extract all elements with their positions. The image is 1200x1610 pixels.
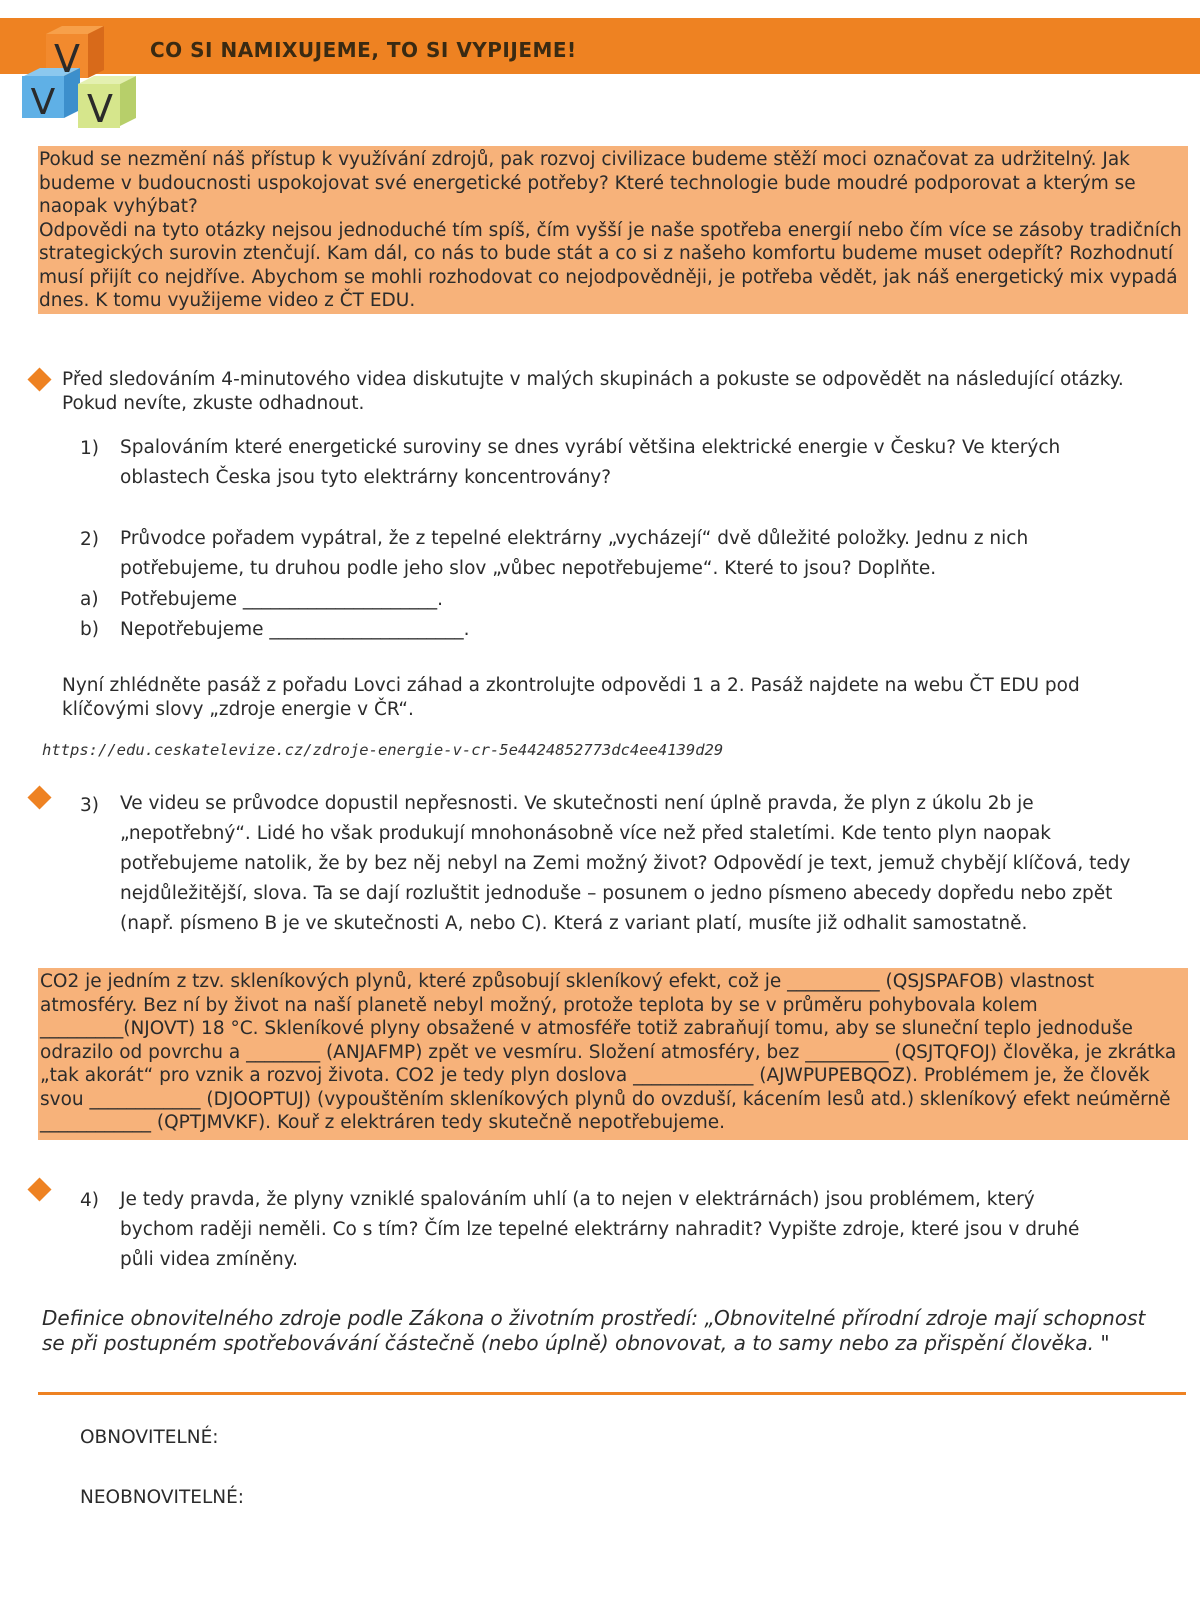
section-divider <box>38 1392 1186 1395</box>
question-3-text: Ve videu se průvodce dopustil nepřesnosti. Ve skutečnosti není úplně pravda, že plyn z úkolu 2b je „nepotřebný“. Lidé ho však produkují mnohonásobně více než před staletími. Kde tento plyn naopak potřebujeme natolik, že by bez něj nebyl na Zemi možný život? Odpovědí je text, jemuž chybějí klíčová, tedy nejdůležitější, slova. Ta se dají rozluštit jednoduše – posunem o jedno písmeno abecedy dopředu nebo zpět (např. písmeno B je ve skutečnosti A, nebo C). Která z variant platí, musíte již odhalit samostatně. <box>120 793 1131 934</box>
answer-a-field[interactable]: Potřebujeme _____________________. <box>120 589 444 610</box>
renewable-definition: Definice obnovitelného zdroje podle Zákona o životním prostředí: „Obnovitelné přírodní zdroje mají schopnost se při postupném spotřebovávání částečně (nebo úplně) obnovovat, a to samy nebo za přispění člověka. " <box>42 1306 1146 1355</box>
nonrenewable-label: NEOBNOVITELNÉ: <box>80 1487 245 1508</box>
question-4-number: 4) <box>80 1190 99 1211</box>
logo-letter-top: V <box>54 37 80 81</box>
bullet-diamond-icon <box>27 785 51 809</box>
logo-letter-left: V <box>30 82 56 123</box>
answer-b-field[interactable]: Nepotřebujeme _____________________. <box>120 619 470 640</box>
intro-paragraph-1: Pokud se nezmění náš přístup k využívání zdrojů, pak rozvoj civilizace budeme stěží moci označovat za udržitelný. Jak budeme v budoucnosti uspokojovat své energetické potřeby? Které technologie bude moudré podporovat a kterým se naopak vyhýbat? <box>39 149 1136 217</box>
question-4-text: Je tedy pravda, že plyny vzniklé spalováním uhlí (a to nejen v elektrárnách) jsou problémem, který bychom raději neměli. Co s tím? Čím lze tepelné elektrárny nahradit? Vypište zdroje, které jsou v druhé půli videa zmíněny. <box>120 1189 1080 1270</box>
logo-cubes <box>18 22 138 132</box>
answer-b-label: b) <box>80 619 99 640</box>
logo-letter-right: V <box>87 87 113 131</box>
intro-box <box>38 146 1188 314</box>
question-1-number: 1) <box>80 438 99 459</box>
renewable-label: OBNOVITELNÉ: <box>80 1427 219 1448</box>
answer-a-label: a) <box>80 589 99 610</box>
question-1-text: Spalováním které energetické suroviny se dnes vyrábí většina elektrické energie v Česku? Ve kterých oblastech Česka jsou tyto elektrárny koncentrovány? <box>120 437 1061 488</box>
video-link[interactable]: https://edu.ceskatelevize.cz/zdroje-energie-v-cr-5e4424852773dc4ee4139d29 <box>42 741 724 759</box>
bullet-diamond-icon <box>27 1177 51 1201</box>
task1-intro: Před sledováním 4-minutového videa diskutujte v malých skupinách a pokuste se odpovědět na následující otázky. Pokud nevíte, zkuste odhadnout. <box>62 369 1124 414</box>
question-2-text: Průvodce pořadem vypátral, že z tepelné elektrárny „vycházejí“ dvě důležité položky. Jednu z nich potřebujeme, tu druhou podle jeho slov „vůbec nepotřebujeme“. Které to jsou? Doplňte. <box>120 528 1029 579</box>
intro-paragraph-2: Odpovědi na tyto otázky nejsou jednoduché tím spíš, čím vyšší je naše spotřeba energií nebo čím více se zásoby tradičních strategických surovin ztenčují. Kam dál, co nás to bude stát a co si z našeho komfortu budeme muset odepřít? Rozhodnutí musí přijít co nejdříve. Abychom se mohli rozhodovat co nejodpovědněji, je potřeba vědět, jak náš energetický mix vypadá dnes. K tomu využijeme video z ČT EDU. <box>39 219 1182 311</box>
bullet-diamond-icon <box>27 367 51 391</box>
cipher-fill-box: CO2 je jedním z tzv. skleníkových plynů, které způsobují skleníkový efekt, což je __________ (QSJSPAFOB) vlastnost atmosféry. Bez ní by život na naší planetě nebyl možný, protože teplota by se v průměru pohybovala kolem _________(NJOVT) 18 °C. Skleníkové plyny obsažené v atmosféře totiž zabraňují tomu, aby se sluneční teplo jednoduše odrazilo od povrchu a ________ (ANJAFMP) zpět ve vesmíru. Složení atmosféry, bez _________ (QSJTQFOJ) člověka, je zkrátka „tak akorát“ pro vznik a rozvoj života. CO2 je tedy plyn doslova _____________ (AJWPUPEBQOZ). Problémem je, že člověk svou ____________ (DJOOPTUJ) (vypouštěním skleníkových plynů do ovzduší, kácením lesů atd.) skleníkový efekt neúměrně ____________ (QPTJMVKF). Kouř z elektráren tedy skutečně nepotřebujeme. <box>38 968 1188 1140</box>
question-2-number: 2) <box>80 529 99 550</box>
watch-instruction: Nyní zhlédněte pasáž z pořadu Lovci záhad a zkontrolujte odpovědi 1 a 2. Pasáž najdete na webu ČT EDU pod klíčovými slovy „zdroje energie v ČR“. <box>62 675 1080 720</box>
page-title: CO SI NAMIXUJEME, TO SI VYPIJEME! <box>150 38 577 62</box>
question-3-number: 3) <box>80 795 99 816</box>
